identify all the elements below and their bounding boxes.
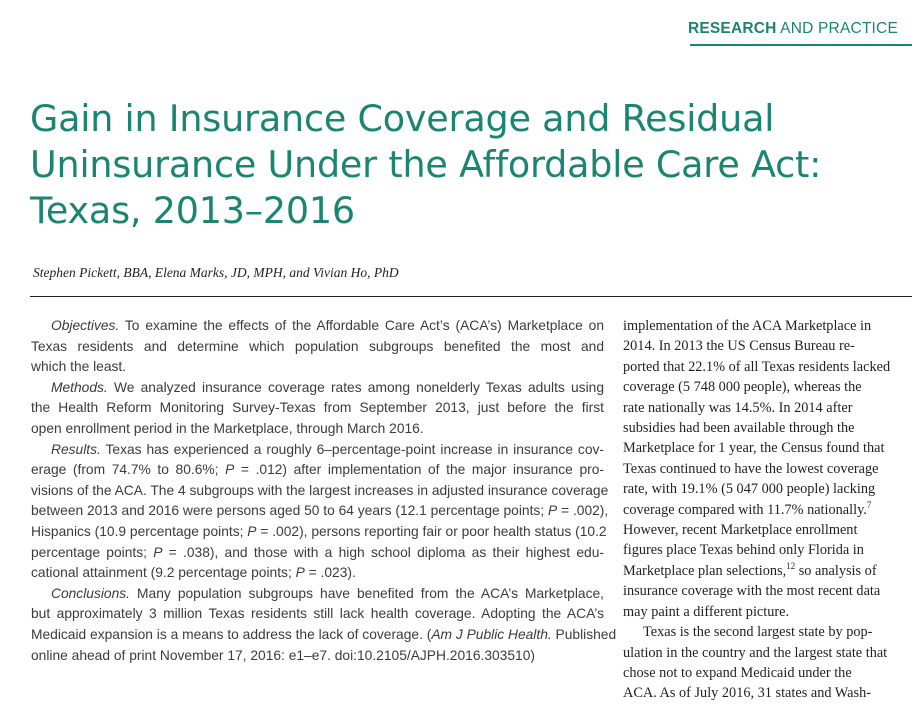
abstract bbox=[31, 316, 617, 666]
title-line: Texas, 2013–2016 bbox=[30, 189, 355, 232]
abstract-conclusions: Conclusions. Many population subgroups have benefited from the ACA’s Marketplace, but approximately 3 million Texas residents still lack health coverage. Adopting the ACA’s Medicaid expansion is a means to address the lack of coverage. (Am J Public Health. Published online ahead of print November 17, 2016: e1–e7. doi:10.2105/AJPH.2016.303510) bbox=[31, 585, 617, 663]
section-label-bold: RESEARCH bbox=[687, 20, 777, 37]
body-paragraph: implementation of the ACA Marketplace in 2014. In 2013 the US Census Bureau re- ported that 22.1% of all Texas residents lacked coverage (5 748 000 people), whereas the rate nationally was 14.5%. In 2014 after subsidies had been available through the Marketplace for 1 year, the Census found that Texas continued to have the lowest coverage rate, with 19.1% (5 047 000 people) lacking coverage compared with 11.7% nationally.$^7$ However, recent Marketplace enrollment figures place Texas behind only Florida in Marketplace plan selections,$^{12}$ so analysis of insurance coverage with the most recent data may paint a different picture. bbox=[623, 318, 891, 620]
reference-link[interactable]: 7 bbox=[866, 499, 872, 510]
section-label bbox=[688, 20, 898, 38]
abstract-methods: Methods. We analyzed insurance coverage rates among nonelderly Texas adults using the Health Reform Monitoring Survey-Texas from September 2013, just before the first open enrollment period in the Marketplace, through March 2016. bbox=[31, 379, 604, 436]
conclusions-heading: Conclusions. bbox=[51, 585, 130, 601]
abstract-results: Results. Texas has experienced a roughly 6–percentage-point increase in insurance cov- erage (from 74.7% to 80.6%; P = .012) after implementation of the major insurance pro- visions of the ACA. The 4 subgroups with the largest increases in adjusted insurance coverage between 2013 and 2016 were persons aged 50 to 64 years (12.1 percentage points; P = .002), Hispanics (10.9 percentage points; P = .002), persons reporting fair or poor health status (10.2 percentage points; P = .038), and those with a high school diploma as their highest edu- cational attainment (9.2 percentage points; P = .023). bbox=[31, 441, 609, 581]
body-paragraph: Texas is the second largest state by pop- ulation in the country and the largest state that chose not to expand Medicaid under the ACA. As of July 2016, 31 states and Wash- bbox=[623, 624, 888, 702]
author-divider bbox=[30, 296, 912, 297]
section-rule bbox=[690, 44, 912, 46]
objectives-heading: Objectives. bbox=[51, 318, 120, 333]
methods-heading: Methods. bbox=[51, 379, 108, 395]
author-list: Stephen Pickett, BBA, Elena Marks, JD, MPH, and Vivian Ho, PhD bbox=[33, 265, 399, 280]
abstract-objectives: Objectives. To examine the effects of the Affordable Care Act’s (ACA’s) Marketplace on Texas residents and determine which population subgroups benefited the most and which the least. bbox=[31, 318, 604, 375]
body-text-column bbox=[623, 316, 901, 704]
section-label-rest: AND PRACTICE bbox=[776, 20, 898, 37]
title-line: Gain in Insurance Coverage and Residual bbox=[30, 97, 775, 140]
results-heading: Results. bbox=[51, 441, 101, 457]
article-title bbox=[30, 96, 890, 234]
title-line: Uninsurance Under the Affordable Care Act: bbox=[30, 143, 822, 186]
reference-link[interactable]: 12 bbox=[786, 561, 796, 572]
